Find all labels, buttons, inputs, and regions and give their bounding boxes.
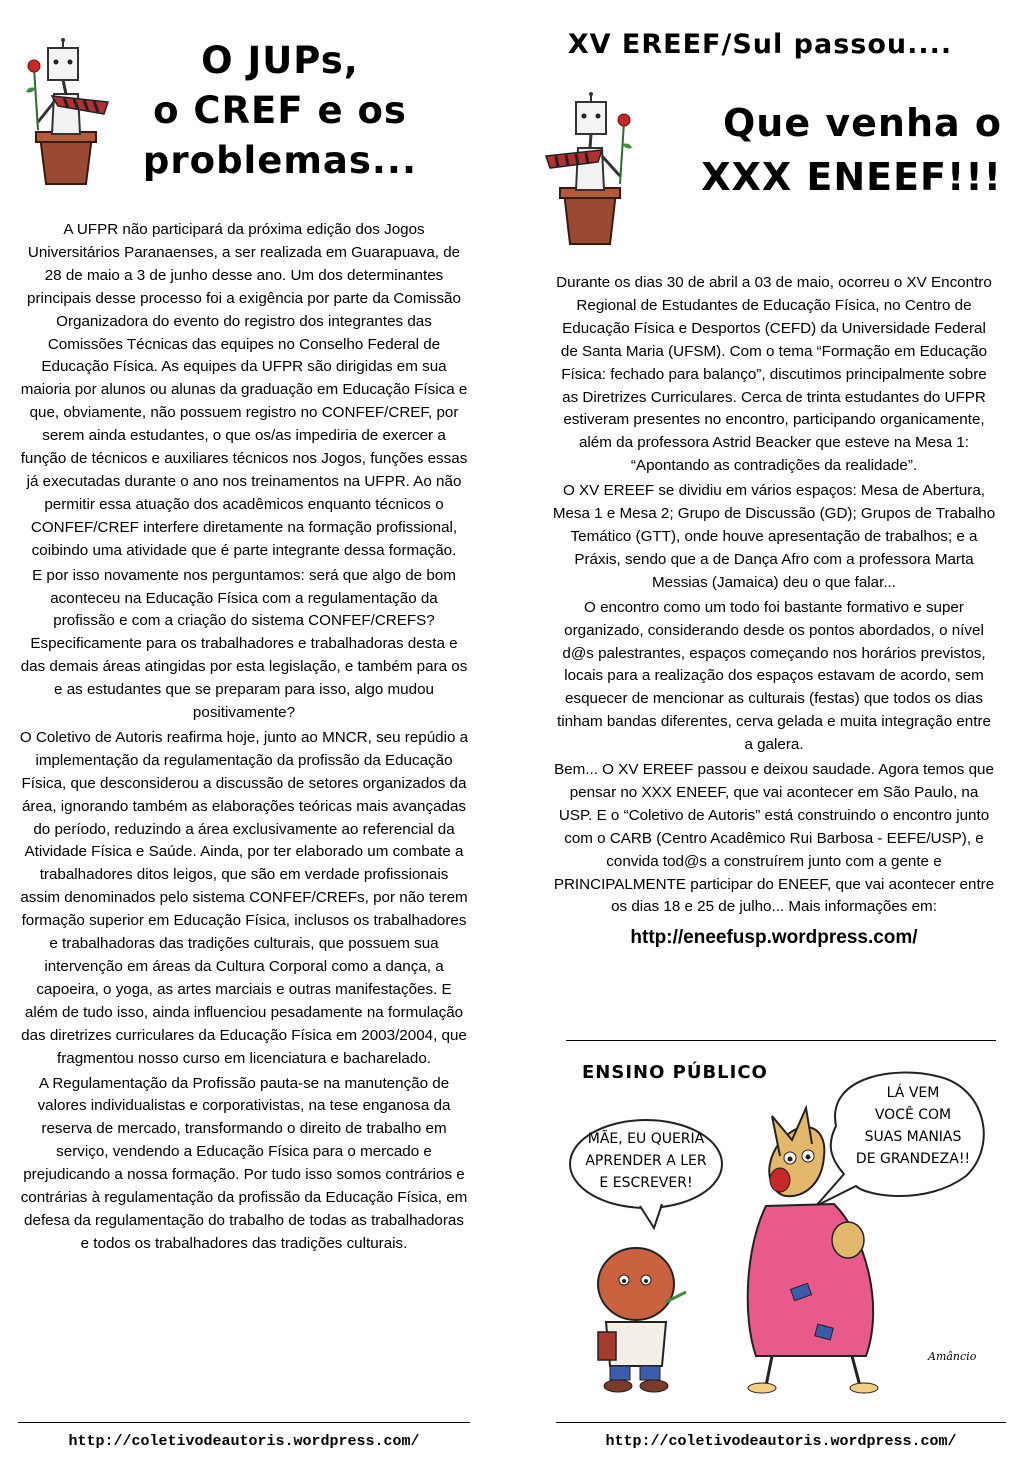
right-headline	[652, 96, 1002, 204]
article-paragraph: Bem... O XV EREEF passou e deixou saudade. Agora temos que pensar no XXX ENEEF, que vai acontecer em São Paulo, na USP. E o “Coletivo de Autoris” está construindo o encontro junto com o CARB (Centro Acadêmico Rui Barbosa - EEFE/USP), e convida tod@s a construírem junto com a gente e PRINCIPALMENTE participar do ENEEF, que vai acontecer entre os dias 18 e 25 de julho... Mais informações em:	[553, 761, 995, 916]
right-headline-line: XXX ENEEF!!!	[701, 155, 1002, 199]
mother-speech-bubble	[838, 1082, 988, 1170]
speech-line: LÁ VEM	[886, 1085, 940, 1101]
potted-robot-with-rose-icon	[18, 38, 110, 188]
potted-robot-with-rose-icon	[544, 92, 636, 247]
right-article-body	[552, 272, 996, 951]
article-paragraph: O encontro como um todo foi bastante formativo e super organizado, considerando desde os pontos abordados, o nível d@s palestrantes, espaços começando nos horários previstos, locais para a realização dos espaços estavam de acordo, sem esquecer de mencionar as culturais (festas) que todos os dias tinham bandas diferentes, cerva gelada e muita integração entre a galera.	[557, 598, 991, 754]
footer-divider	[556, 1422, 1006, 1423]
article-paragraph: A UFPR não participará da próxima edição dos Jogos Universitários Paranaenses, a ser realizada em Guarapuava, de 28 de maio a 3 de junho desse ano. Um dos determinantes principais desse processo foi a exigência por parte da Comissão Organizadora do evento do registro dos integrantes das Comissões Técnicas das equipes no Conselho Federal de Educação Física. As equipes da UFPR são dirigidas em sua maioria por alunos ou alunas da graduação em Educação Física e que, obviamente, não possuem registro no CONFEF/CREF, por serem ainda estudantes, o que os/as impediria de exercer a função de técnicos e auxiliares técnicos nos Jogos, funções essas já executadas durante o ano nos treinamentos na UFPR. Ao não permitir essa atuação dos acadêmicos enquanto técnicos o CONFEF/CREF interfere diretamente na formação profissional, coibindo uma atividade que é parte integrante dessa formação.	[20, 221, 468, 559]
article-paragraph: O Coletivo de Autoris reafirma hoje, junto ao MNCR, seu repúdio a implementação da regulamentação da profissão da Educação Física, que desconsiderou a discussão de setores organizados da área, ignorando também as elaborações teóricas mais avançadas do período, reduzindo a área exclusivamente ao referencial da Atividade Física e Saúde. Ainda, por ter elaborado um combate a trabalhadores ditos leigos, que são em verdade profissionais assim denominados pelo sistema CONFEF/CREFs, por não terem formação superior em Educação Física, inclusos os trabalhadores e trabalhadoras das tradições culturais, que possuem sua intervenção em áreas da Cultura Corporal como a dança, a capoeira, o yoga, as artes marciais e outras manifestações. E além de tudo isso, ainda influenciou pesadamente na formulação das diretrizes curriculares da Educação Física em 2003/2004, que fragmentou nosso curso em licenciatura e bacharelado.	[19, 728, 469, 1067]
speech-line: VOCÊ COM	[874, 1107, 952, 1123]
left-headline-line: problemas...	[142, 139, 418, 182]
left-headline	[110, 36, 450, 186]
article-paragraph: E por isso novamente nos perguntamos: será que algo de bom aconteceu na Educação Física com a regulamentação da profissão e com a criação do sistema CONFEF/CREFS? Especificamente para os trabalhadores e trabalhadoras desta e das demais áreas atingidas por esta legislação, e também para os e as estudantes que se preparam para isso, algo mudou positivamente?	[20, 566, 468, 722]
right-kicker: XV EREEF/Sul passou....	[567, 29, 953, 60]
cartoon-caption: ENSINO PÚBLICO	[582, 1062, 768, 1083]
left-headline-line: o CREF e os	[153, 89, 407, 132]
footer-divider	[18, 1422, 470, 1423]
left-headline-line: O JUPs,	[201, 39, 359, 82]
right-footer-url[interactable]: http://coletivodeautoris.wordpress.com/	[605, 1433, 957, 1450]
ensino-publico-cartoon	[566, 1056, 996, 1396]
child-speech-bubble	[576, 1128, 716, 1194]
eneef-link[interactable]: http://eneefusp.wordpress.com/	[630, 927, 918, 949]
artist-signature: Amâncio	[928, 1350, 977, 1363]
left-article-body	[18, 219, 470, 1258]
speech-line: MÃE, EU QUERIA	[587, 1131, 705, 1147]
speech-line: SUAS MANIAS	[864, 1129, 962, 1145]
article-paragraph: Durante os dias 30 de abril a 03 de maio, ocorreu o XV Encontro Regional de Estudantes de Educação Física, no Centro de Educação Física e Desportos (CEFD) da Universidade Federal de Santa Maria (UFSM). Com o tema “Formação em Educação Física: fechado para balanço”, discutimos principalmente sobre as Diretrizes Curriculares. Cerca de trinta estudantes do UFPR estiveram presentes no encontro, participando organicamente, além da professora Astrid Beacker que esteve na Mesa 1: “Apontando as contradições da realidade”.	[556, 274, 992, 475]
right-headline-line: Que venha o	[723, 101, 1002, 145]
article-paragraph: A Regulamentação da Profissão pauta-se na manutenção de valores individualistas e corporativistas, na tese enganosa da reserva de mercado, transformando o direito de trabalho em serviço, vendendo a Educação Física para o mercado e prejudicando a nossa formação. Por tudo isso somos contrários e contrárias à regulamentação da profissão da Educação Física, em defesa da regulamentação do trabalho de todas as trabalhadoras e todos os trabalhadores das tradições culturais.	[20, 1074, 468, 1252]
speech-line: DE GRANDEZA!!	[855, 1151, 971, 1167]
left-footer-url[interactable]: http://coletivodeautoris.wordpress.com/	[68, 1433, 420, 1450]
section-divider	[566, 1040, 996, 1041]
speech-line: APRENDER A LER	[585, 1153, 707, 1169]
article-paragraph: O XV EREEF se dividiu em vários espaços: Mesa de Abertura, Mesa 1 e Mesa 2; Grupo de Discussão (GD); Grupos de Trabalho Temático (GTT), onde houve apresentação de trabalhos; e a Práxis, sendo que a de Dança Afro com a professora Marta Messias (Jamaica) deu o que falar...	[552, 482, 996, 591]
speech-line: E ESCREVER!	[599, 1175, 693, 1191]
